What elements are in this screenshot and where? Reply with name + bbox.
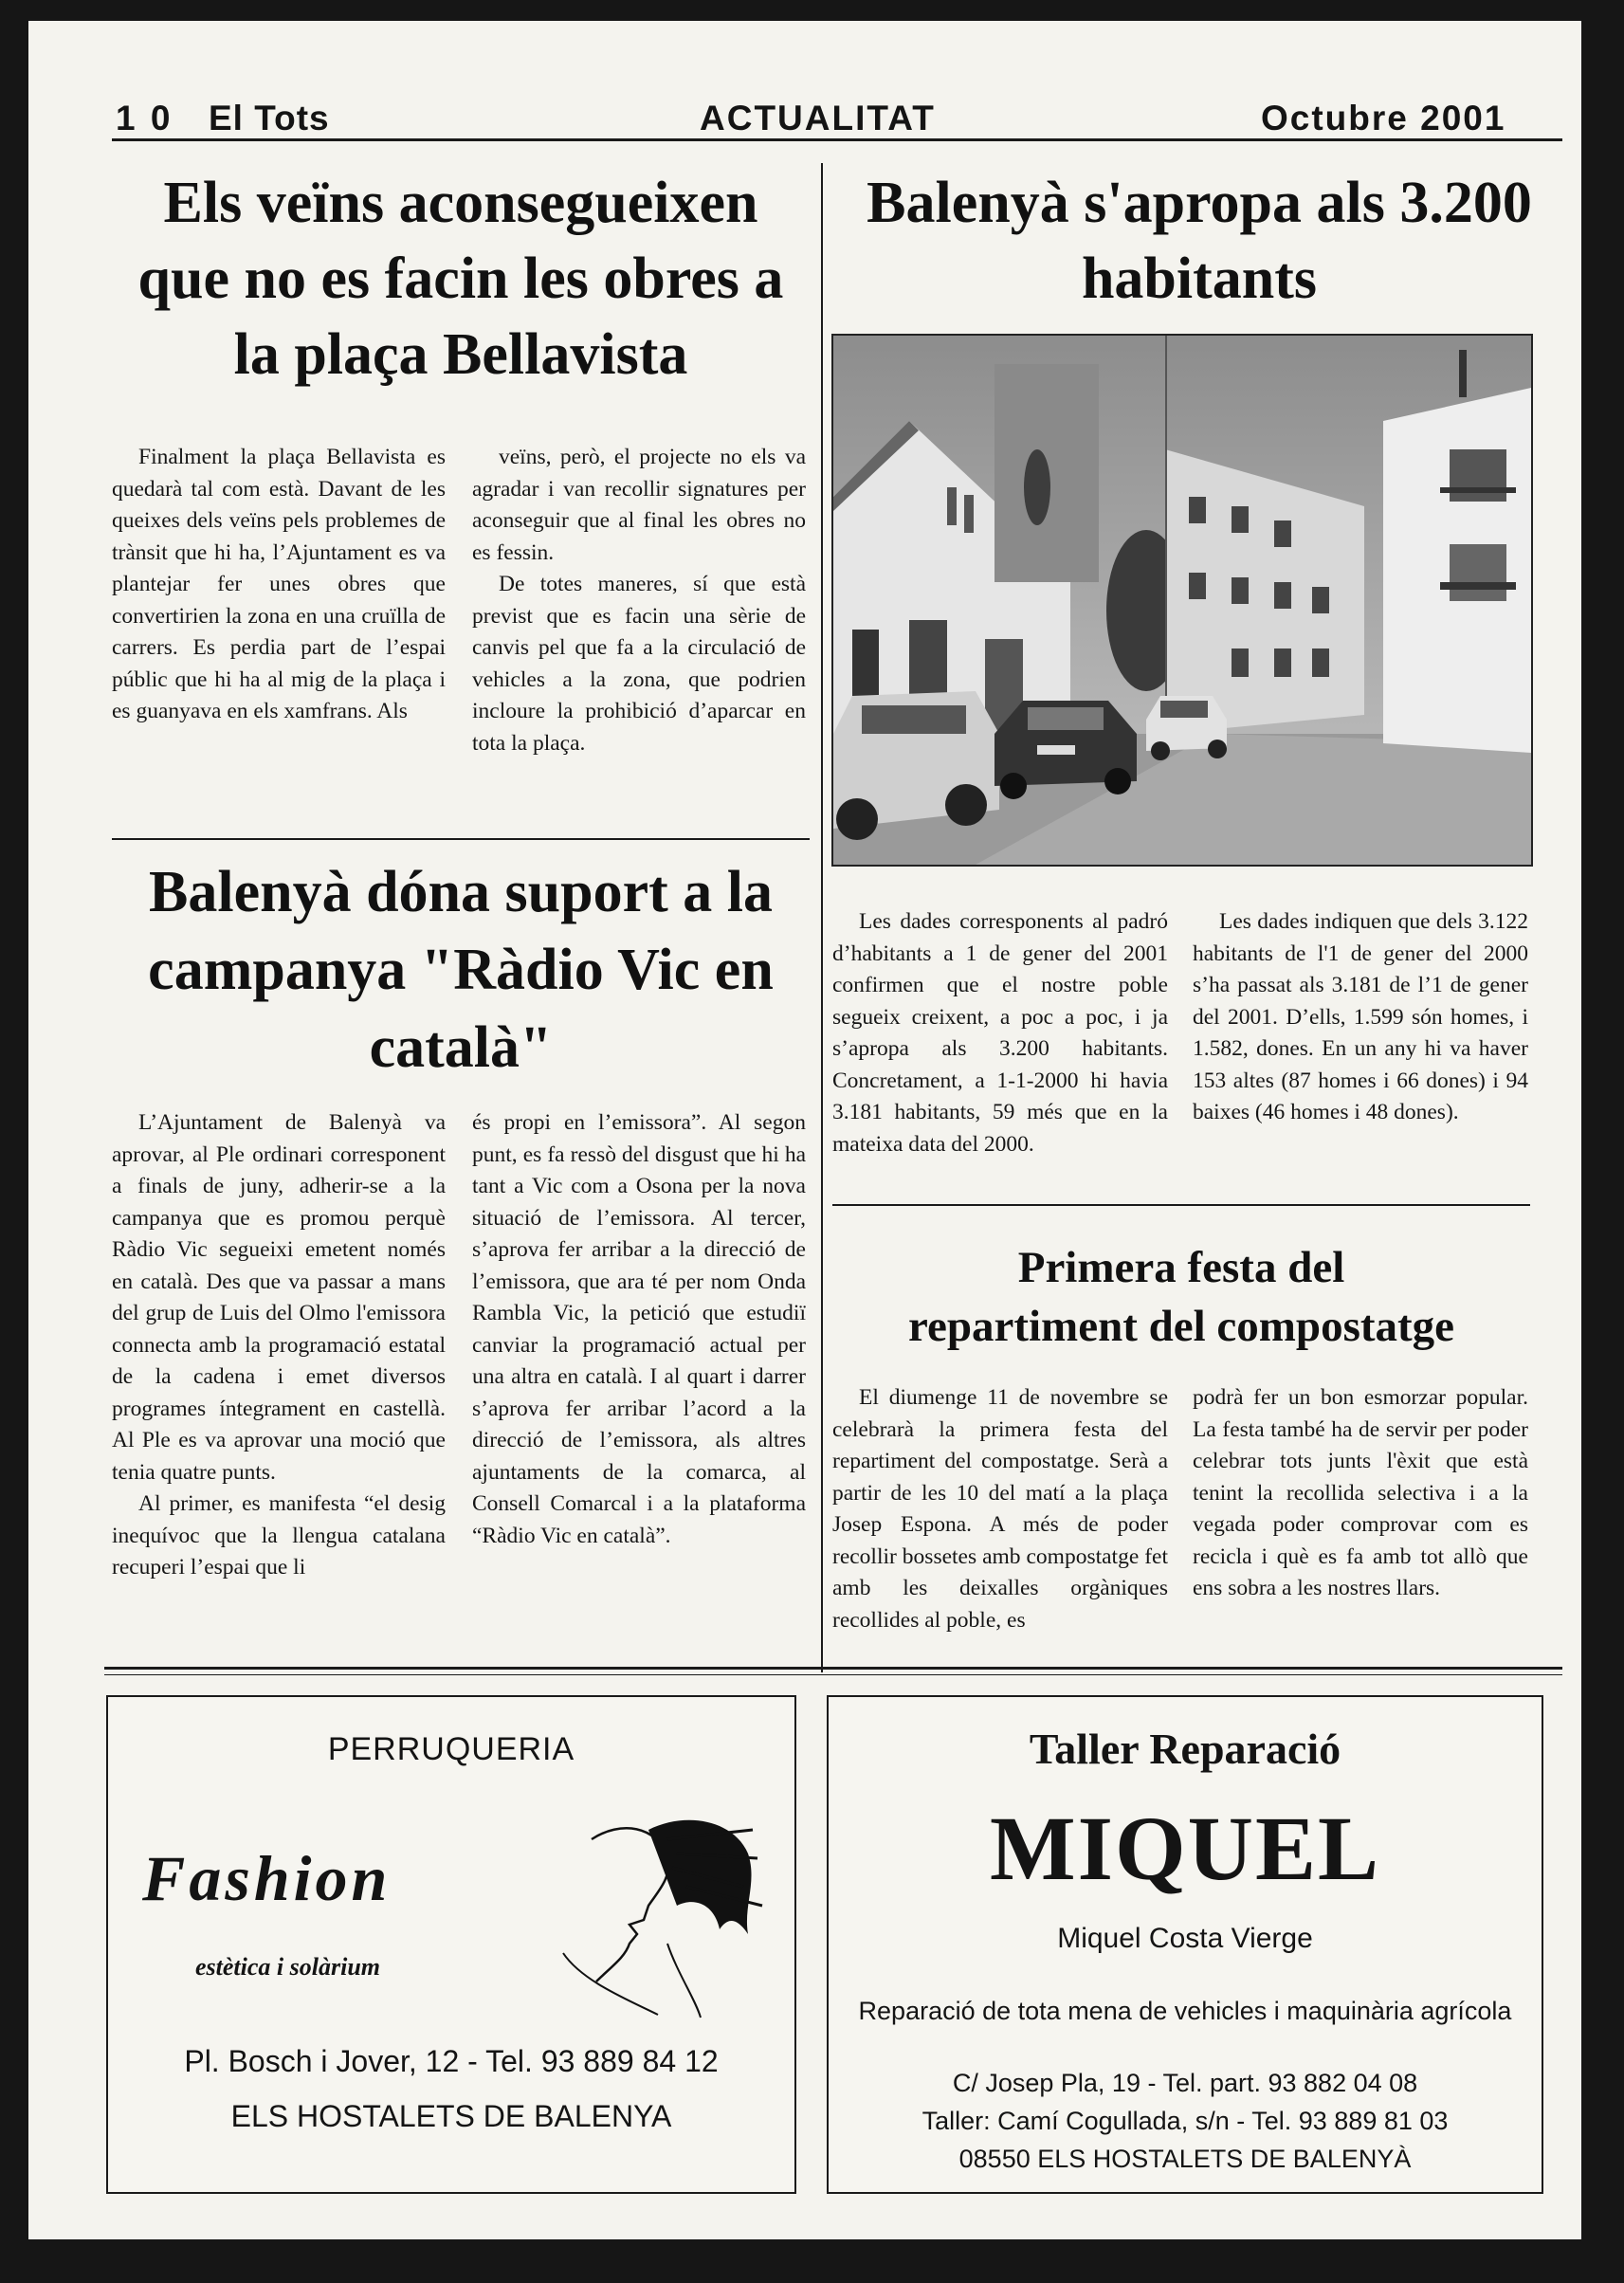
article-separator bbox=[832, 1204, 1530, 1206]
column-divider bbox=[821, 163, 823, 1672]
newspaper-page bbox=[28, 21, 1581, 2239]
ads-rule bbox=[104, 1667, 1562, 1670]
section-title: ACTUALITAT bbox=[700, 99, 936, 137]
header-rule bbox=[112, 138, 1562, 141]
article-paragraph: L’Ajuntament de Balenyà va aprovar, al Ple ordinari corresponent a finals de juny, adherir-se a la campanya que es promou perquè Ràdio Vic segueixi emetent només en català. Des que va passar a mans del grup de Luis del Olmo l'emissora connecta amb la programació estatal de la cadena i emet diversos programes íntegrament en castellà. Al Ple es va aprovar una moció que tenia quatre punts. bbox=[112, 1110, 446, 1485]
article-paragraph: Les dades corresponents al padró d’habitants a 1 de gener del 2001 confirmen que el nostre poble segueix creixent, a poc a poc, i ja s’apropa als 3.200 habitants. Concretament, a 1-1-2000 hi havia 3.181 habitants, 59 més que en la mateixa data del 2000. bbox=[832, 909, 1168, 1157]
article-paragraph: veïns, però, el projecte no els va agradar i van recollir signatures per aconseguir que al final les obres no es fessin. bbox=[472, 445, 806, 565]
publication-name: El Tots bbox=[209, 99, 330, 137]
ad-miquel-workshop: Taller: Camí Cogullada, s/n - Tel. 93 889 81 03 bbox=[921, 2107, 1449, 2135]
article-paragraph: Al primer, es manifesta “el desig inequívoc que la llengua catalana recuperi l’espai que li bbox=[112, 1491, 446, 1580]
street-photo bbox=[831, 334, 1533, 867]
ad-miquel-town: 08550 ELS HOSTALETS DE BALENYÀ bbox=[958, 2145, 1412, 2173]
article-compost-col2 bbox=[1193, 1382, 1528, 1605]
article-title-compost bbox=[832, 1238, 1530, 1356]
article-separator bbox=[112, 838, 810, 840]
article-title-line: Primera festa del bbox=[1017, 1243, 1345, 1292]
article-population-col2 bbox=[1193, 906, 1528, 1129]
ad-miquel-owner: Miquel Costa Vierge bbox=[1057, 1923, 1313, 1954]
article-paragraph: és propi en l’emissora”. Al segon punt, es fa ressò del disgust que hi ha tant a Vic com a Osona per la nova situació de l’emissora. Al tercer, s’aprova fer arribar a la direcció de l’emissora, que ara té per nom Onda Rambla Vic, la petició que estudiï canviar la programació actual per una altra en català. I al quart i darrer s’aprova fer arribar l’acord a la direcció de l’emissora, als altres ajuntaments de la comarca, al Consell Comarcal i a la plataforma “Ràdio Vic en català”. bbox=[472, 1110, 806, 1548]
ad-miquel-address: C/ Josep Pla, 19 - Tel. part. 93 882 04 08 bbox=[952, 2069, 1418, 2097]
article-paragraph: De totes maneres, sí que està previst que es facin una sèrie de canvis pel que fa a la circulació de vehicles a la zona, que podrien incloure la prohibició d’aparcar en tota la plaça. bbox=[472, 572, 806, 756]
page-number: 1 0 bbox=[116, 99, 173, 137]
woman-profile-icon bbox=[554, 1801, 772, 2019]
ad-fashion-brand: Fashion bbox=[142, 1842, 392, 1914]
ad-fashion-heading: PERRUQUERIA bbox=[327, 1731, 575, 1767]
article-paragraph: El diumenge 11 de novembre se celebrarà la primera festa del repartiment del compostatge. Serà a partir de les 10 del matí a la plaça Josep Espona. A més de poder recollir bossetes amb compostatge fet amb les deixalles orgàniques recollides al poble, es bbox=[832, 1385, 1168, 1633]
ad-fashion bbox=[106, 1695, 796, 2194]
article-title-line: repartiment del compostatge bbox=[907, 1302, 1455, 1351]
article-title-population: Balenyà s'apropa als 3.200 habitants bbox=[867, 171, 1532, 311]
street-photo-image bbox=[833, 336, 1531, 865]
ad-fashion-address: Pl. Bosch i Jover, 12 - Tel. 93 889 84 12 bbox=[184, 2044, 719, 2078]
ads-rule-thin bbox=[104, 1674, 1562, 1675]
issue-date: Octubre 2001 bbox=[1261, 99, 1506, 137]
article-radio-col2 bbox=[472, 1107, 806, 1552]
ad-miquel bbox=[827, 1695, 1543, 2194]
article-bellavista-col2 bbox=[472, 442, 806, 759]
article-paragraph: Les dades indiquen que dels 3.122 habitants de l'1 de gener del 2000 s’ha passat als 3.181 de l’1 de gener del 2001. D’ells, 1.599 són homes, i 1.582, dones. En un any hi va haver 153 altes (87 homes i 66 dones) i 94 baixes (46 homes i 48 dones). bbox=[1193, 909, 1528, 1124]
ad-miquel-brand: MIQUEL bbox=[989, 1798, 1381, 1899]
ad-miquel-service: Reparació de tota mena de vehicles i maquinària agrícola bbox=[858, 1997, 1512, 2025]
article-radio-col1 bbox=[112, 1107, 446, 1584]
ad-fashion-tagline: estètica i solàrium bbox=[195, 1953, 380, 1981]
ad-fashion-town: ELS HOSTALETS DE BALENYA bbox=[230, 2099, 672, 2133]
article-title-radio: Balenyà dóna suport a la campanya "Ràdio Vic en català" bbox=[148, 860, 774, 1080]
article-bellavista-col1 bbox=[112, 442, 446, 728]
article-compost-col1 bbox=[832, 1382, 1168, 1636]
article-paragraph: podrà fer un bon esmorzar popular. La festa també ha de servir per poder celebrar tots junts l'èxit que està tenint la recollida selectiva i a la vegada poder comprovar com es recicla i què es fa amb tot allò que ens sobra a les nostres llars. bbox=[1193, 1385, 1528, 1600]
article-title-bellavista: Els veïns aconsegueixen que no es facin les obres a la plaça Bellavista bbox=[137, 171, 784, 387]
article-paragraph: Finalment la plaça Bellavista es quedarà tal com està. Davant de les queixes dels veïns pels problemes de trànsit que hi ha, l’Ajuntament es va plantejar fer unes obres que convertirien la zona en una cruïlla de carrers. Es perdia part de l’espai públic que hi ha al mig de la plaça i es guanyava en els xamfrans. Als bbox=[112, 445, 446, 723]
ad-miquel-heading: Taller Reparació bbox=[1029, 1725, 1341, 1773]
article-population-col1 bbox=[832, 906, 1168, 1160]
